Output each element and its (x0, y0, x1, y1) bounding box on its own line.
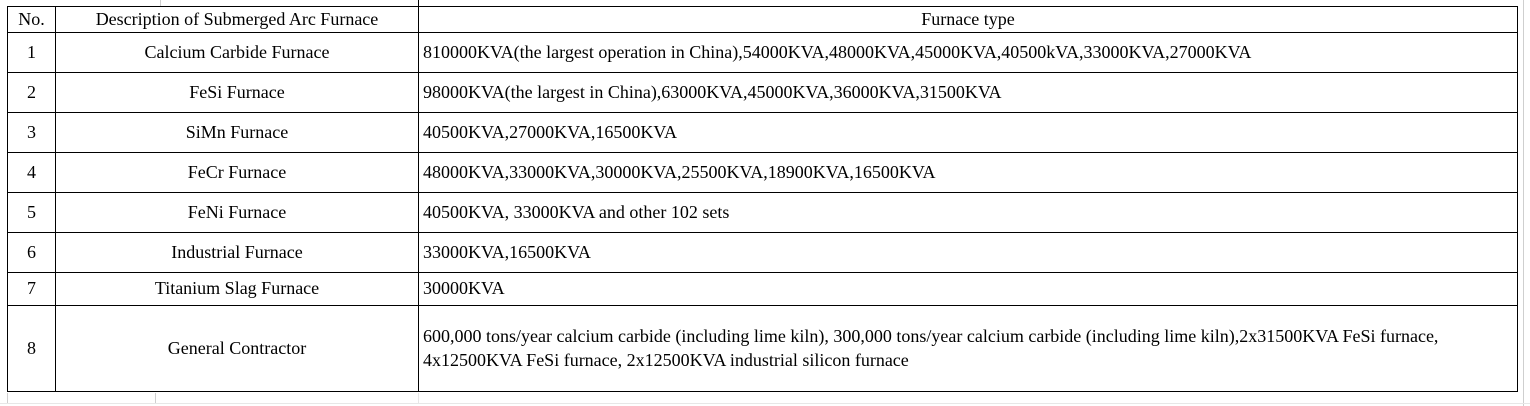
table-row (8, 193, 1518, 233)
table-row (8, 306, 1518, 392)
table-row (8, 233, 1518, 273)
gridline (1523, 0, 1524, 406)
cell-description: Titanium Slag Furnace (56, 273, 419, 306)
cell-furnace-type: 48000KVA,33000KVA,30000KVA,25500KVA,18900KVA,16500KVA (419, 153, 1518, 193)
gridline (0, 403, 1530, 404)
cell-no: 2 (8, 73, 56, 113)
cell-furnace-type: 40500KVA,27000KVA,16500KVA (419, 113, 1518, 153)
col-header-no: No. (8, 7, 56, 33)
header-row (8, 7, 1518, 33)
cell-description: FeSi Furnace (56, 73, 419, 113)
gridline (155, 393, 156, 403)
cell-no: 6 (8, 233, 56, 273)
col-header-description: Description of Submerged Arc Furnace (56, 7, 419, 33)
cell-description: SiMn Furnace (56, 113, 419, 153)
col-header-furnace-type: Furnace type (419, 7, 1518, 33)
cell-description: Industrial Furnace (56, 233, 419, 273)
cell-no: 8 (8, 306, 56, 392)
table-row (8, 33, 1518, 73)
cell-no: 5 (8, 193, 56, 233)
cell-description: FeNi Furnace (56, 193, 419, 233)
cell-no: 3 (8, 113, 56, 153)
gridline (418, 393, 419, 403)
cell-furnace-type: 98000KVA(the largest in China),63000KVA,45000KVA,36000KVA,31500KVA (419, 73, 1518, 113)
table-row (8, 113, 1518, 153)
gridline (7, 393, 8, 403)
cell-no: 7 (8, 273, 56, 306)
cell-no: 1 (8, 33, 56, 73)
cell-no: 4 (8, 153, 56, 193)
furnace-table (7, 6, 1518, 392)
cell-furnace-type: 600,000 tons/year calcium carbide (including lime kiln), 300,000 tons/year calcium carbide (including lime kiln),2x31500KVA FeSi furnace, 4x12500KVA FeSi furnace, 2x12500KVA industrial silicon furnace (419, 306, 1518, 392)
cell-description: FeCr Furnace (56, 153, 419, 193)
cell-description: General Contractor (56, 306, 419, 392)
cell-furnace-type: 810000KVA(the largest operation in China),54000KVA,48000KVA,45000KVA,40500kVA,33000KVA,27000KVA (419, 33, 1518, 73)
table-row (8, 273, 1518, 306)
cell-furnace-type: 30000KVA (419, 273, 1518, 306)
table-row (8, 153, 1518, 193)
table-row (8, 73, 1518, 113)
cell-description: Calcium Carbide Furnace (56, 33, 419, 73)
cell-furnace-type: 40500KVA, 33000KVA and other 102 sets (419, 193, 1518, 233)
cell-furnace-type: 33000KVA,16500KVA (419, 233, 1518, 273)
